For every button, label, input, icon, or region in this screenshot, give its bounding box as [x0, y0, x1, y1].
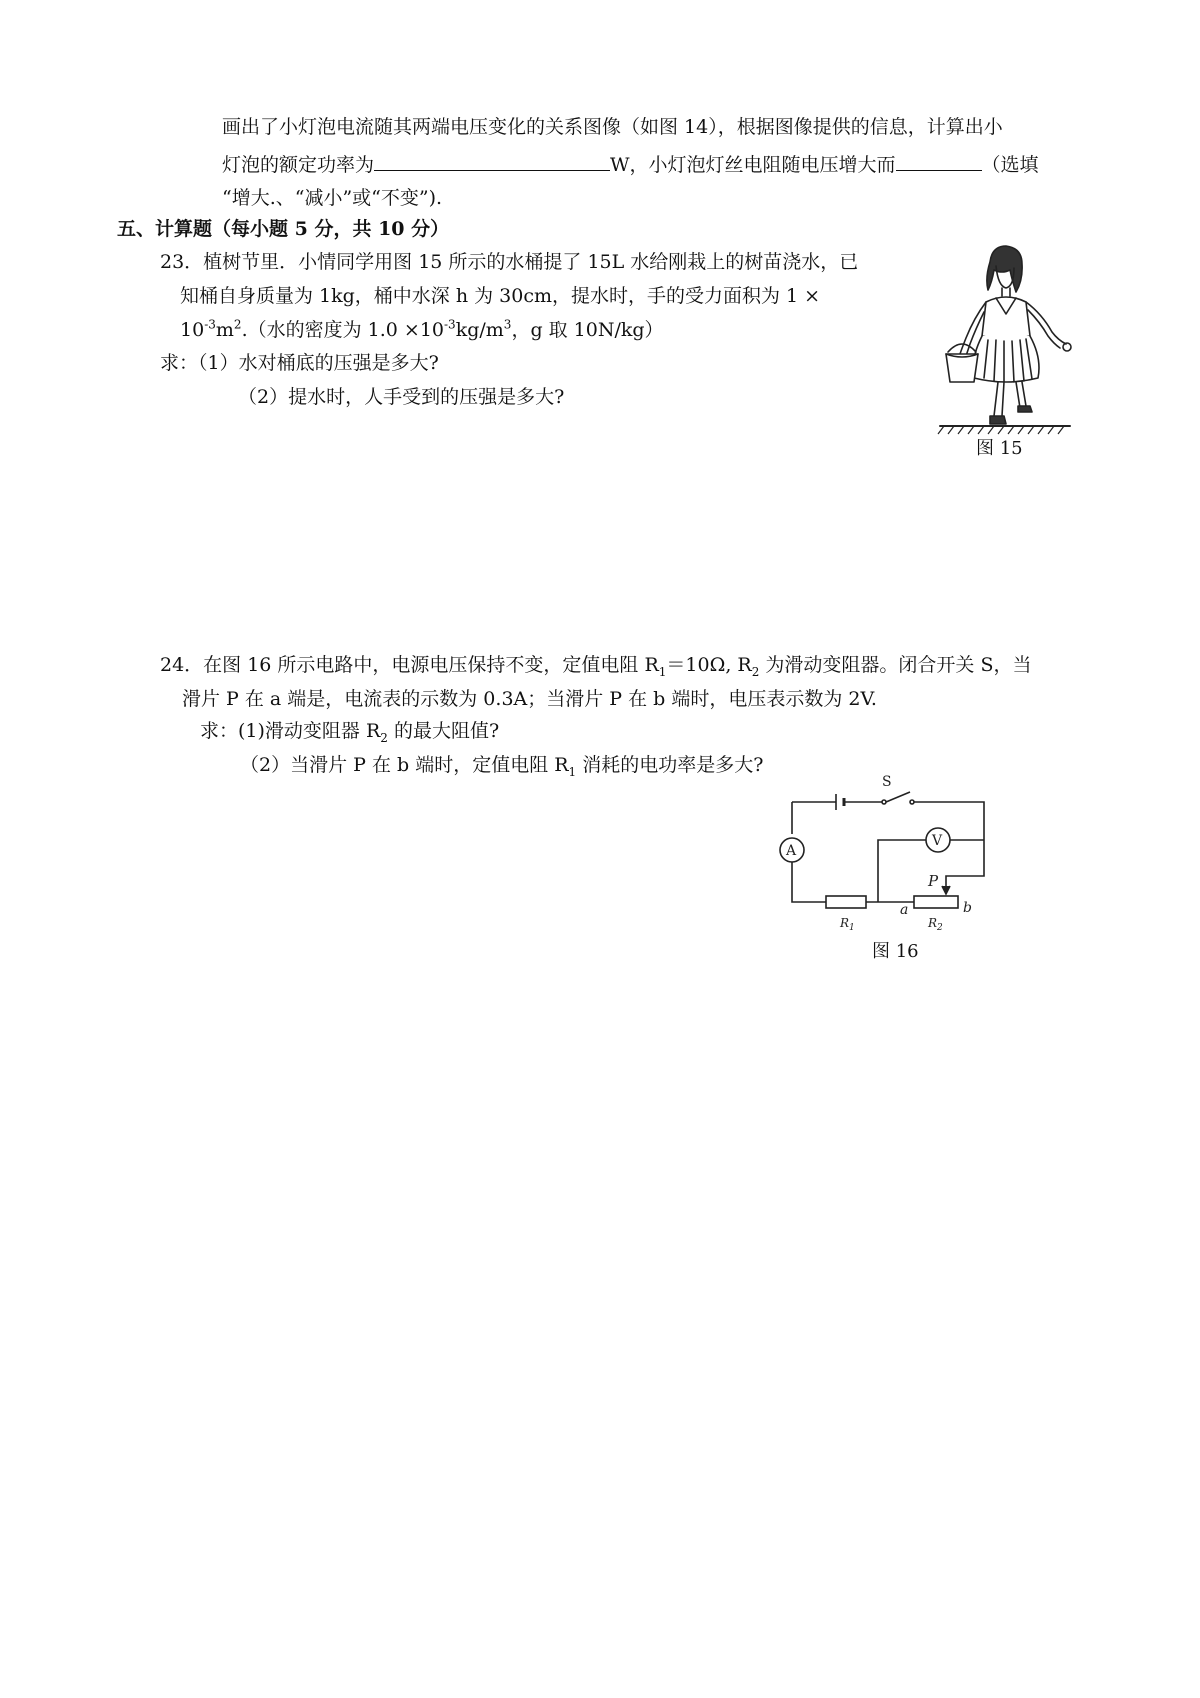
- q24-sub-question-2: [240, 754, 763, 777]
- rheostat-r2-icon: [914, 896, 958, 908]
- q22-line-2-text-a: 灯泡的额定功率为: [222, 154, 375, 176]
- voltmeter-label: V: [932, 833, 943, 849]
- figure-15-caption: 图 15: [976, 438, 1023, 459]
- wire-voltmeter-left: [878, 840, 926, 902]
- q23-exp-base-10: 10: [180, 319, 205, 341]
- figure-15-woman-with-bucket-illustration: [930, 240, 1080, 452]
- switch-contact-right: [910, 800, 914, 804]
- switch-contact-left: [882, 800, 886, 804]
- q24-line-1-text-a: 24．在图 16 所示电路中，电源电压保持不变，定值电阻 R: [160, 654, 659, 676]
- q22-line-1: 画出了小灯泡电流随其两端电压变化的关系图像（如图 14），根据图像提供的信息，计算出小: [222, 116, 1003, 138]
- q22-line-2-text-b: W，小灯泡灯丝电阻随电压增大而: [610, 154, 896, 176]
- figure-16-circuit-diagram: [764, 772, 1000, 932]
- q22-line-2: [222, 154, 1039, 177]
- end-a-label: a: [900, 902, 909, 918]
- resistor-r1-icon: [826, 896, 866, 908]
- q23-unit-kgm: kg/m: [455, 319, 504, 341]
- wire-left-bottom: [792, 862, 826, 902]
- q23-line-2: 知桶自身质量为 1kg，桶中水深 h 为 30cm，提水时，手的受力面积为 1 ×: [180, 285, 821, 307]
- q24-line-2: 滑片 P 在 a 端是，电流表的示数为 0.3A；当滑片 P 在 b 端时，电压表示数为 2V.: [182, 688, 877, 710]
- q23-exp-1: -3: [204, 317, 216, 332]
- q23-line-3: [180, 319, 664, 342]
- q24-sub1-text-b: 的最大阻值?: [387, 720, 500, 742]
- switch-label: S: [882, 774, 892, 790]
- q23-sub-question-1: （1）水对桶底的压强是多大?: [198, 352, 439, 374]
- q24-sub-question-1: [200, 720, 499, 743]
- end-b-label: b: [963, 900, 972, 916]
- slider-arrow-icon: [942, 886, 950, 894]
- wire-slider: [946, 840, 984, 890]
- switch-lever: [886, 792, 910, 802]
- slider-label: P: [928, 872, 939, 890]
- r2-label: $R_2$: [928, 916, 943, 932]
- q23-exp-2: 2: [233, 317, 242, 332]
- q24-line-1-text-c: 为滑动变阻器。闭合开关 S，当: [759, 654, 1032, 676]
- q24-line-1: [160, 654, 1032, 677]
- q22-answer-blank-resistance[interactable]: [896, 154, 982, 171]
- q23-unit-m: m: [215, 319, 234, 341]
- q24-sub2-subscript: 1: [568, 764, 577, 779]
- q23-ask-row: [160, 352, 439, 375]
- figure-16-caption: 图 16: [872, 941, 919, 962]
- q23-exp-4: 3: [503, 317, 512, 332]
- q23-line-1: 23．植树节里．小情同学用图 15 所示的水桶提了 15L 水给刚栽上的树苗浇水，已: [160, 251, 859, 273]
- q23-sub-question-2: （2）提水时，人手受到的压强是多大?: [238, 386, 565, 408]
- q23-gravity-text: ，g 取 10N/kg）: [511, 319, 664, 341]
- q24-line-1-text-b: ＝10Ω, R: [666, 654, 752, 676]
- q22-answer-blank-power[interactable]: [374, 154, 610, 171]
- q23-density-text: .（水的密度为 1.0 ×10: [241, 319, 444, 341]
- q22-line-3: “增大.、“减小”或“不变”).: [222, 187, 443, 209]
- q24-sub2-text-a: （2）当滑片 P 在 b 端时，定值电阻 R: [240, 754, 569, 776]
- q24-sub1-subscript: 2: [380, 730, 388, 745]
- q23-exp-3: -3: [444, 317, 456, 332]
- q24-sub2-text-b: 消耗的电功率是多大?: [576, 754, 764, 776]
- q22-line-2-text-c: （选填: [981, 154, 1039, 176]
- ammeter-label: A: [786, 843, 797, 859]
- q24-r2-subscript: 2: [751, 664, 760, 679]
- r1-label: $R_1$: [840, 916, 855, 932]
- q23-ask-label: 求：: [160, 352, 199, 374]
- q24-r1-subscript: 1: [658, 664, 667, 679]
- q24-sub1-text-a: 求：(1)滑动变阻器 R: [200, 720, 381, 742]
- section-5-heading: 五、计算题（每小题 5 分，共 10 分）: [117, 218, 450, 240]
